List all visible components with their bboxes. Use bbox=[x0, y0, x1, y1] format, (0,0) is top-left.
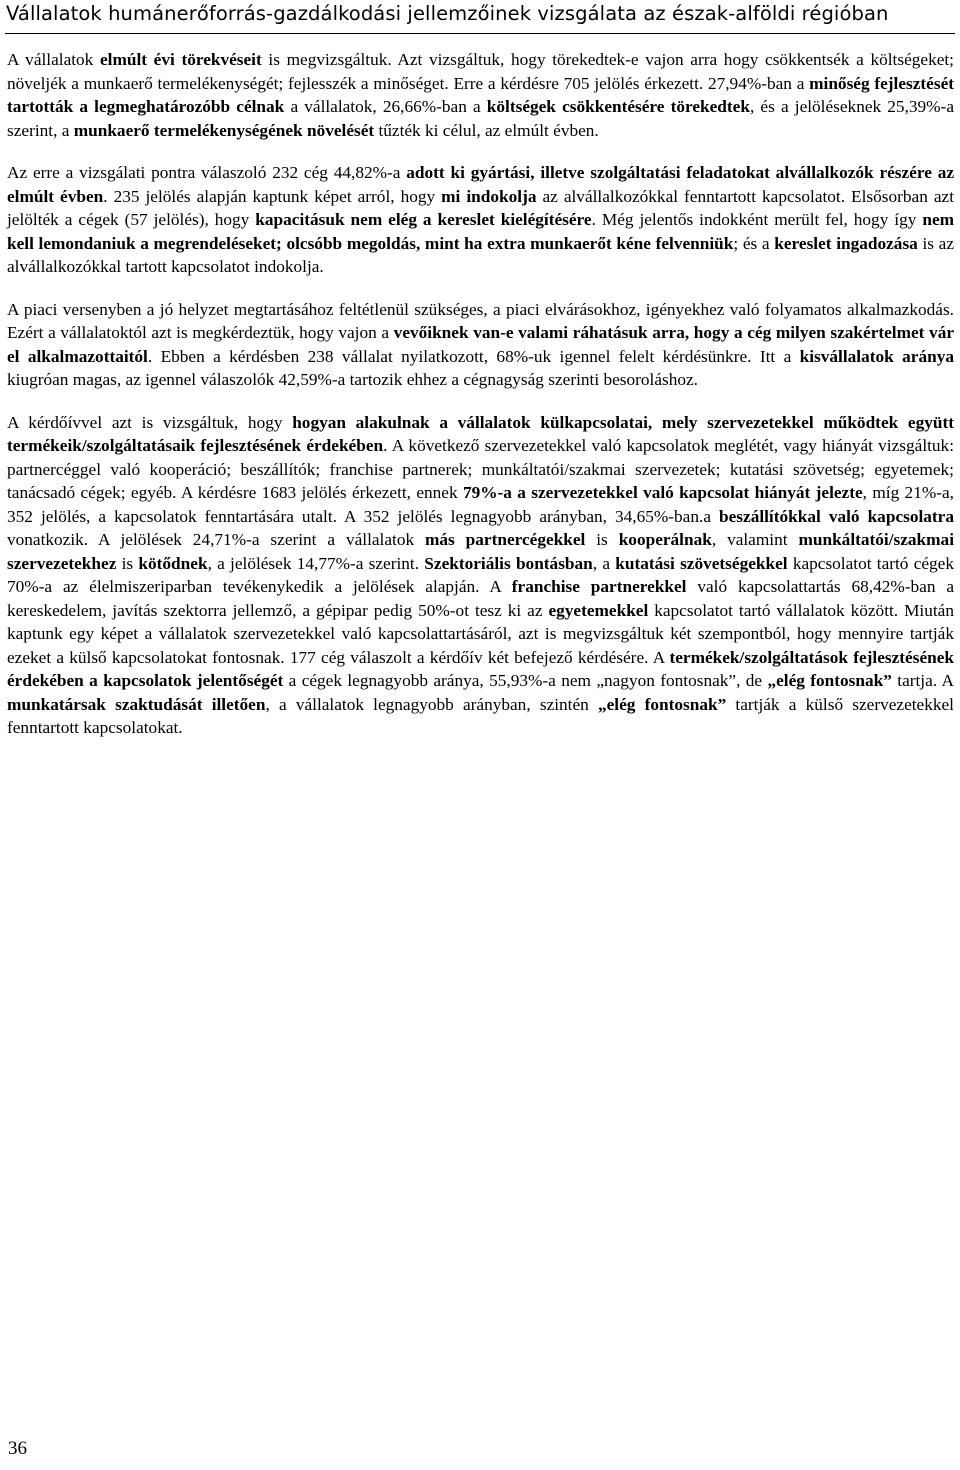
text-run: , a vállalatok legnagyobb arányban, szintén bbox=[265, 694, 598, 714]
text-run: A piaci versenyben a jó helyzet megtartásához feltétlenül szükséges, a piaci elvárásokhoz, igényekhez való folyamatos alkalmazkodás. Ezért a vállalatoktól azt is megkérdeztük, hogy vajon a bbox=[7, 299, 954, 342]
bold-run: 79%-a a szervezetekkel való kapcsolat hiányát jelezte bbox=[462, 483, 863, 502]
text-run: az alvállalkozókkal fenntartott kapcsolatot. Elsősorban azt jelölték a cégek (57 jelölés), hogy bbox=[7, 186, 954, 229]
running-header: Vállalatok humánerőforrás-gazdálkodási jellemzőinek vizsgálata az észak-alföldi régióban bbox=[6, 2, 889, 25]
bold-run: „elég fontosnak” bbox=[597, 694, 727, 714]
text-run: is az alvállalkozókkal tartott kapcsolatot indokolja. bbox=[7, 233, 955, 276]
bold-run: kooperálnak bbox=[618, 530, 712, 549]
body-text bbox=[7, 48, 954, 759]
bold-run: vevőiknek van-e valami ráhatásuk arra, hogy a cég milyen szakértelmet vár el alkalmazottaitól bbox=[7, 323, 955, 366]
bold-run: kötődnek bbox=[138, 553, 208, 573]
bold-run: beszállítókkal való kapcsolatra bbox=[719, 506, 954, 526]
text-run: a cégek legnagyobb aránya, 55,93%-a nem „nagyon fontosnak”, de bbox=[283, 671, 768, 690]
bold-run: adott ki gyártási, illetve szolgáltatási feladatokat alvállalkozók részére az elmúlt évben bbox=[7, 163, 955, 206]
bold-run: kapacitásuk nem elég a kereslet kielégítésére bbox=[255, 210, 592, 229]
text-run: kapcsolatot tartó vállalatok között. Miután kaptunk egy képet a vállalatok szervezetekkel való kapcsolattartásáról, azt is megvizsgáltuk két szempontból, hogy mennyire tartják ezeket a külső kapcsolatokat fontosnak. 177 cég válaszolt a kérdőív két befejező kérdésére. A bbox=[7, 600, 954, 667]
bold-run: elmúlt évi törekvéseit bbox=[99, 50, 262, 69]
bold-run: kutatási szövetségekkel bbox=[615, 553, 788, 573]
bold-run: minőség fejlesztését tartották a legmeghatározóbb célnak bbox=[7, 73, 954, 116]
text-run: tartják a külső szervezetekkel fenntartott kapcsolatokat. bbox=[7, 694, 954, 737]
text-run: Az erre a vizsgálati pontra válaszoló 232 cég 44,82%-a bbox=[7, 163, 407, 182]
paragraph bbox=[7, 298, 954, 392]
bold-run: Szektoriális bontásban bbox=[424, 553, 593, 573]
text-run: , és a jelöléseknek 25,39%-a szerint, a bbox=[7, 97, 954, 140]
text-run: is megvizsgáltuk. Azt vizsgáltuk, hogy törekedtek-e vajon arra hogy csökkentsék a költségeket; növeljék a munkaerő termelékenységét; fejlesszék a minőséget. Erre a kérdésre 705 jelölés érkezett. 27,94%-ban a bbox=[7, 50, 954, 93]
text-run: való kapcsolattartás 68,42%-ban a kereskedelem, javítás szektorra jellemző, a gépipar pedig 50%-ot tesz ki az bbox=[7, 577, 955, 620]
bold-run: kisvállalatok aránya bbox=[799, 346, 954, 366]
bold-run: más partnercégekkel bbox=[425, 530, 586, 549]
bold-run: mi indokolja bbox=[441, 186, 537, 206]
text-run: A vállalatok bbox=[7, 50, 100, 69]
text-run: is bbox=[116, 553, 139, 573]
text-run: kapcsolatot tartó cégek 70%-a az élelmiszeriparban tevékenykedik a jelölések alapján. A bbox=[7, 553, 954, 596]
bold-run: franchise partnerekkel bbox=[511, 577, 687, 596]
text-run: . A következő szervezetekkel való kapcsolatok meglétét, vagy hiányát vizsgáltuk: partnercéggel való kooperáció; beszállítók; franchise partnerek; munkáltatói/szakmai szervezetek; kutatási szövetség; egyetemek; tanácsadó cégek; egyéb. A kérdésre 1683 jelölés érkezett, ennek bbox=[7, 436, 955, 502]
page-number: 36 bbox=[8, 1438, 27, 1459]
text-run: . Még jelentős indokként merült fel, hogy így bbox=[591, 210, 923, 229]
paragraph bbox=[7, 411, 954, 740]
text-run: , valamint bbox=[711, 530, 799, 549]
text-run: vonatkozik. A jelölések 24,71%-a szerint a vállalatok bbox=[7, 530, 426, 549]
bold-run: munkáltatói/szakmai szervezetekhez bbox=[7, 530, 955, 573]
paragraph bbox=[7, 48, 954, 142]
bold-run: munkaerő termelékenységének növelését bbox=[73, 120, 375, 140]
bold-run: egyetemekkel bbox=[548, 600, 649, 620]
header-rule bbox=[5, 33, 955, 34]
bold-run: „elég fontosnak” bbox=[767, 671, 892, 690]
bold-run: munkatársak szaktudását illetően bbox=[7, 694, 266, 714]
paragraph bbox=[7, 161, 954, 279]
text-run: is bbox=[585, 530, 619, 549]
text-run: A kérdőívvel azt is vizsgáltuk, hogy bbox=[7, 412, 293, 432]
bold-run: kereslet ingadozása bbox=[774, 233, 918, 253]
bold-run: költségek csökkentésére törekedtek bbox=[486, 97, 750, 116]
text-run: tartja. A bbox=[891, 671, 954, 690]
bold-run: hogyan alakulnak a vállalatok külkapcsolatai, mely szervezetekkel működtek együtt termékeik/szolgáltatásaik fejlesztésének érdekében bbox=[7, 412, 954, 455]
text-run: kiugróan magas, az igennel válaszolók 42,59%-a tartozik ehhez a cégnagyság szerinti besoroláshoz. bbox=[7, 370, 698, 389]
text-run: , a jelölések 14,77%-a szerint. bbox=[207, 553, 425, 573]
text-run: , a bbox=[592, 553, 616, 573]
text-run: ; és a bbox=[733, 233, 775, 253]
bold-run: nem kell lemondaniuk a megrendeléseket; olcsóbb megoldás, mint ha extra munkaerőt kéne felvenniük bbox=[7, 210, 955, 253]
text-run: tűzték ki célul, az elmúlt évben. bbox=[374, 120, 599, 140]
text-run: . 235 jelölés alapján kaptunk képet arról, hogy bbox=[103, 186, 442, 206]
text-run: a vállalatok, 26,66%-ban a bbox=[284, 97, 487, 116]
text-run: . Ebben a kérdésben 238 vállalat nyilatkozott, 68%-uk igennel felelt kérdésünkre. Itt a bbox=[147, 346, 800, 366]
text-run: , míg 21%-a, 352 jelölés, a kapcsolatok fenntartására utalt. A 352 jelölés legnagyobb arányban, 34,65%-ban.a bbox=[7, 483, 954, 526]
bold-run: termékek/szolgáltatások fejlesztésének érdekében a kapcsolatok jelentőségét bbox=[7, 647, 955, 690]
